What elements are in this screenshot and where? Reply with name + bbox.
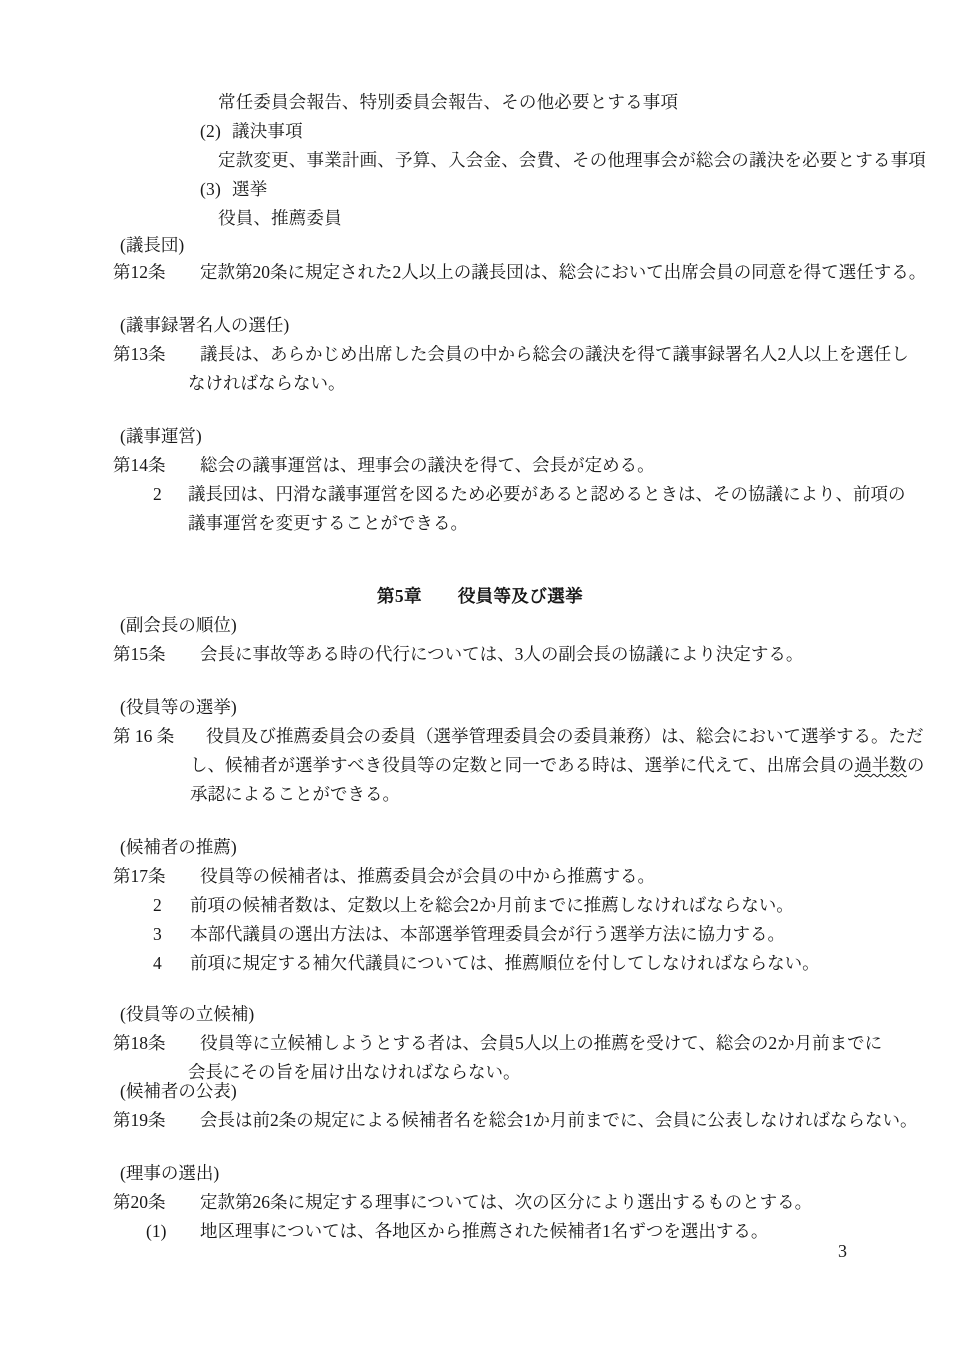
chapter-5-heading [0,582,960,611]
article-17-clause-2-text: 前項の候補者数は、定数以上を総会2か月前までに推薦しなければならない。 [190,895,794,915]
chapter-5-heading-text: 第5章 役員等及び選挙 [376,586,584,606]
article-19-heading-text: (候補者の公表) [120,1081,237,1101]
article-17-clause-4-label: 4 [153,953,162,973]
article-17-line-1: 役員等の候補者は、推薦委員会が会員の中から推薦する。 [200,866,655,886]
list-item-3-marker: (3) [200,179,222,199]
article-17-clause-3-text: 本部代議員の選出方法は、本部選挙管理委員会が行う選挙方法に協力する。 [190,924,785,944]
article-16-line-2 [190,751,924,780]
article-18-label: 第18条 [113,1033,166,1053]
article-20-clause-1-text: 地区理事については、各地区から推薦された候補者1名ずつを選出する。 [200,1221,769,1241]
article-20-clause-1-label: (1) [146,1221,167,1241]
article-16-line-3: 承認によることができる。 [190,784,400,804]
article-17-clause-4-text: 前項に規定する補欠代議員については、推薦順位を付してしなければならない。 [190,953,820,973]
article-20-line-1: 定款第26条に規定する理事については、次の区分により選出するものとする。 [200,1192,813,1212]
page-number [838,1239,847,1263]
article-15-heading-text: (副会長の順位) [120,615,237,635]
article-15-line-1: 会長に事故等ある時の代行については、3人の副会長の協議により決定する。 [200,644,804,664]
article-20-label: 第20条 [113,1192,166,1212]
article-18-line-2: 会長にその旨を届け出なければならない。 [188,1062,521,1082]
page-number-text: 3 [838,1241,847,1261]
article-14-clause-2-line-1: 議長団は、円滑な議事運営を図るため必要があると認めるときは、その協議により、前項の [188,484,906,504]
article-20-heading-text: (理事の選出) [120,1163,220,1183]
article-17-heading-text: (候補者の推薦) [120,837,237,857]
article-19-line-1: 会長は前2条の規定による候補者名を総会1か月前までに、会員に公表しなければならない。 [200,1110,918,1130]
article-14-clause-2-label: 2 [153,484,162,504]
article-14-label: 第14条 [113,455,166,475]
article-18-line-1: 役員等に立候補しようとする者は、会員5人以上の推薦を受けて、総会の2か月前までに [200,1033,883,1053]
article-19-label: 第19条 [113,1110,166,1130]
list-item-3-detail-text: 役員、推薦委員 [218,208,342,228]
article-16-line-2-post: の [906,755,925,775]
list-item-3-label: 選挙 [232,179,268,199]
article-13-heading-text: (議事録署名人の選任) [120,315,290,335]
article-13-line-2: なければならない。 [188,373,346,393]
article-17-clause-3-label: 3 [153,924,162,944]
article-13-line-1: 議長は、あらかじめ出席した会員の中から総会の議決を得て議事録署名人2人以上を選任し [200,344,909,364]
list-item-1-text: 常任委員会報告、特別委員会報告、その他必要とする事項 [218,92,679,112]
article-14-clause-2-line-2: 議事運営を変更することができる。 [188,513,468,533]
article-14-line-1: 総会の議事運営は、理事会の議決を得て、会長が定める。 [200,455,655,475]
article-16-line-1: 役員及び推薦委員会の委員（選挙管理委員会の委員兼務）は、総会において選挙する。ただ [206,726,924,746]
article-16-emphasis: 過半数 [854,755,907,775]
list-item-2-marker: (2) [200,121,222,141]
article-17-label: 第17条 [113,866,166,886]
article-12-label: 第12条 [113,262,166,282]
article-14-heading-text: (議事運営) [120,426,202,446]
article-16-label: 第 16 条 [113,726,175,746]
article-12-line-1: 定款第20条に規定された2人以上の議長団は、総会において出席会員の同意を得て選任する。 [200,262,927,282]
article-13-label: 第13条 [113,344,166,364]
article-15-label: 第15条 [113,644,166,664]
article-17-clause-2-label: 2 [153,895,162,915]
article-16-line-2-pre: し、候補者が選挙すべき役員等の定数と同一である時は、選挙に代えて、出席会員の [190,755,855,775]
article-18-heading-text: (役員等の立候補) [120,1004,255,1024]
list-item-2-detail-text: 定款変更、事業計画、予算、入会金、会費、その他理事会が総会の議決を必要とする事項 [218,150,926,170]
article-16-heading-text: (役員等の選挙) [120,697,237,717]
list-item-2-label: 議決事項 [232,121,303,141]
article-12-heading-text: (議長団) [120,235,185,255]
